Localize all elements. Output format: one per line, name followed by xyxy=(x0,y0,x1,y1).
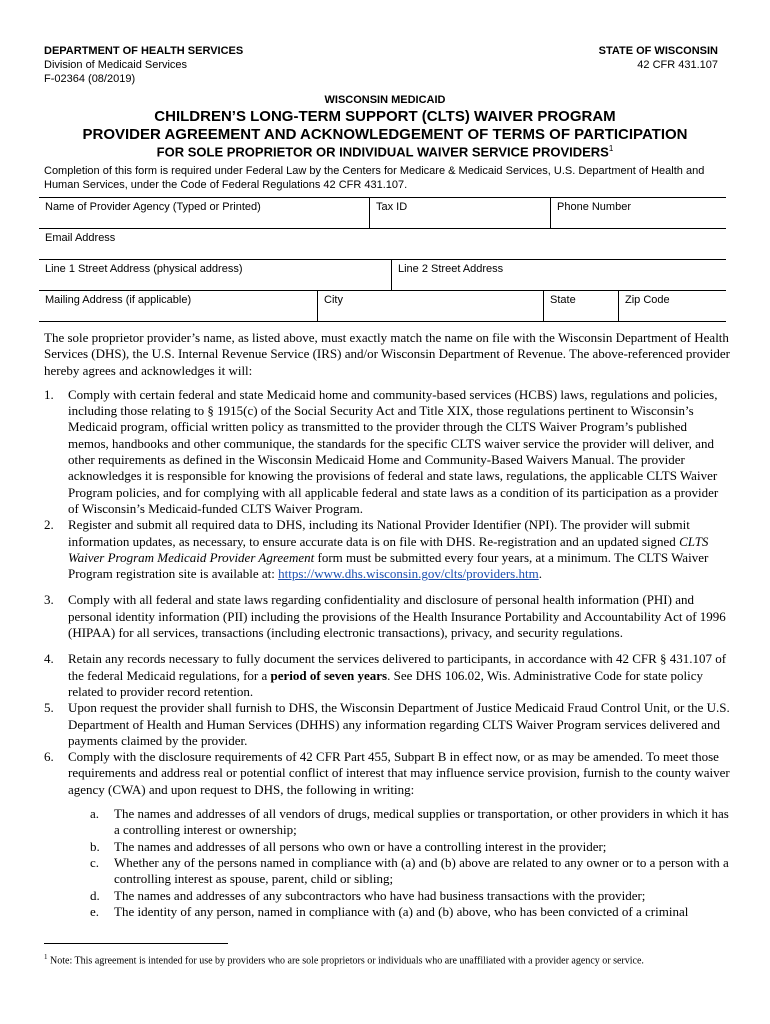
tax-id-field[interactable] xyxy=(369,198,550,228)
provider-name-field[interactable] xyxy=(39,198,369,228)
division-name: Division of Medicaid Services xyxy=(44,59,188,71)
zip-field[interactable] xyxy=(618,291,726,321)
disclosure-item xyxy=(90,888,730,904)
street1-field[interactable] xyxy=(39,260,391,290)
term-item xyxy=(44,387,730,517)
term-number: 4. xyxy=(44,651,54,667)
street2-field[interactable] xyxy=(391,260,726,290)
term-text: Upon request the provider shall furnish to DHS, the Wisconsin Department of Justice Medicaid Fraud Control Unit, or the U.S. Department of Health and Human Services (DHHS) any information regarding CLTS Waiver Program services delivered and payments claimed by the provider. xyxy=(68,700,730,748)
intro-text: Completion of this form is required under Federal Law by the Centers for Medicare & Medicaid Services, U.S. Department of Health and Human Services, under the Code of Federal Regulations 42 CFR 431.107. xyxy=(44,165,705,191)
footnote-number: 1 xyxy=(44,953,48,961)
term-number: 2. xyxy=(44,517,54,533)
term-text: Retain any records necessary to fully document the services delivered to participants, in accordance with 42 CFR § 431.107 of the federal Medicaid regulations, for a xyxy=(68,651,727,683)
retention-period: period of seven years xyxy=(270,667,388,683)
terms-list xyxy=(44,387,730,920)
agreement-body xyxy=(44,330,730,920)
footnote-text: Note: This agreement is intended for use by providers who are sole proprietors or individuals who are unaffiliated with a provider agency or service. xyxy=(47,955,644,967)
zip-label: Zip Code xyxy=(625,294,670,306)
term-item xyxy=(44,749,730,920)
disclosure-item xyxy=(90,904,730,920)
grid-row-4 xyxy=(39,291,726,321)
mailing-address-field[interactable] xyxy=(39,291,317,321)
provider-info-grid xyxy=(39,197,726,322)
disclosure-text: The names and addresses of any subcontractors who have had business transactions with the provider; xyxy=(114,887,646,903)
term-text: . xyxy=(538,566,542,582)
form-title-line2: PROVIDER AGREEMENT AND ACKNOWLEDGEMENT OF TERMS OF PARTICIPATION xyxy=(82,126,688,143)
intro-paragraph: The sole proprietor provider’s name, as listed above, must exactly match the name on file with the Wisconsin Department of Health Services (DHS), the U.S. Internal Revenue Service (IRS) and/or Wisconsin Department of Revenue. The above-referenced provider hereby agrees and acknowledges it will: xyxy=(44,330,730,378)
state-field[interactable] xyxy=(543,291,618,321)
disclosure-text: Whether any of the persons named in compliance with (a) and (b) above are related to any owner or to a person with a controlling interest as spouse, parent, child or sibling; xyxy=(114,854,729,887)
term-text: Register and submit all required data to DHS, including its National Provider Identifier (NPI). The provider will submit information updates, as necessary, to ensure accurate data is on file with DHS. Re-registration and an updated signed xyxy=(68,517,690,549)
street1-label: Line 1 Street Address (physical address) xyxy=(45,263,243,275)
state-label: State xyxy=(550,294,576,306)
agreement-form-name: CLTS Waiver Program Medicaid Provider Agreement xyxy=(68,533,709,565)
term-item xyxy=(44,700,730,749)
mailing-address-label: Mailing Address (if applicable) xyxy=(45,294,192,306)
state-name: STATE OF WISCONSIN xyxy=(598,45,718,57)
term-item xyxy=(44,517,730,582)
disclosure-item xyxy=(90,806,730,839)
email-field[interactable] xyxy=(39,229,726,259)
form-title-line3-text: FOR SOLE PROPRIETOR OR INDIVIDUAL WAIVER SERVICE PROVIDERS xyxy=(156,144,609,160)
phone-field[interactable] xyxy=(550,198,726,228)
disclosure-item xyxy=(90,855,730,888)
regulation-ref: 42 CFR 431.107 xyxy=(637,59,718,71)
department-name: DEPARTMENT OF HEALTH SERVICES xyxy=(44,45,244,57)
phone-label: Phone Number xyxy=(557,201,631,213)
header-left xyxy=(44,44,243,86)
tax-id-label: Tax ID xyxy=(376,201,408,213)
term-text: form must be submitted every four years, at a minimum. The CLTS Waiver Program registration site is available at: xyxy=(68,549,709,582)
grid-row-2 xyxy=(39,229,726,260)
form-id: F-02364 (08/2019) xyxy=(44,73,136,85)
term-text: Comply with certain federal and state Medicaid home and community-based services (HCBS) laws, regulations and policies, including those relating to § 1915(c) of the Social Security Act and Title XIX, those regulations pertinent to Wisconsin’s Medicaid program, official written policy as transmitted to the provider through the CLTS Waiver Program’s published memos, handbooks and other communique, the standards for the specific CLTS waiver service the provider will deliver, and other requirements as defined in the Wisconsin Medicaid Home and Community-Based Waivers Manual. The provider acknowledges it is responsible for knowing the provisions of federal and state laws, regulations, the applicable CLTS Waiver Program policies, and for complying with all applicable federal and state laws as a condition of its participation as a provider of Wisconsin’s Medicaid-funded CLTS Waiver Program. xyxy=(68,386,719,516)
term-text: Comply with the disclosure requirements of 42 CFR Part 455, Subpart B in effect now, or as may be amended. To meet those requirements and address real or potential conflict of interest that may influence service provision, furnish to the county waiver agency (CWA) and upon request to DHS, the following in writing: xyxy=(68,749,730,797)
city-label: City xyxy=(324,294,343,306)
footnote-divider xyxy=(44,943,228,944)
term-item xyxy=(44,651,730,700)
email-label: Email Address xyxy=(45,232,116,244)
grid-row-3 xyxy=(39,260,726,291)
disclosure-letter: e. xyxy=(90,903,100,919)
term-text: . See DHS 106.02, Wis. Administrative Code for state policy related to provider record retention. xyxy=(68,667,704,699)
grid-row-1 xyxy=(39,198,726,229)
header-right xyxy=(599,44,718,72)
disclosure-letter: c. xyxy=(90,854,100,870)
term-item xyxy=(44,592,730,641)
program-title: WISCONSIN MEDICAID xyxy=(324,94,446,106)
city-field[interactable] xyxy=(317,291,543,321)
disclosure-letter: d. xyxy=(90,887,100,903)
disclosure-text: The names and addresses of all vendors of drugs, medical supplies or transportation, or other providers in which it has a controlling interest or ownership; xyxy=(114,806,729,838)
footnote xyxy=(44,950,724,968)
term-text: Comply with all federal and state laws regarding confidentiality and disclosure of personal health information (PHI) and personal identity information (PII) including the provisions of the Health Insurance Portability and Accountability Act of 1996 (HIPAA) for all services, transactions (including electronic transactions), privacy, and security regulations. xyxy=(68,592,726,641)
disclosure-letter: b. xyxy=(90,838,100,854)
disclosure-sublist xyxy=(90,806,730,920)
disclosure-text: The identity of any person, named in compliance with (a) and (b) above, who has been convicted of a criminal xyxy=(114,903,689,919)
term-number: 5. xyxy=(44,700,54,716)
provider-name-label: Name of Provider Agency (Typed or Printed) xyxy=(45,201,261,213)
registration-link[interactable]: https://www.dhs.wisconsin.gov/clts/providers.htm xyxy=(278,566,539,582)
term-number: 1. xyxy=(44,386,54,402)
form-title-line1: CHILDREN’S LONG-TERM SUPPORT (CLTS) WAIVER PROGRAM xyxy=(154,108,616,125)
footnote-mark: 1 xyxy=(608,144,614,153)
street2-label: Line 2 Street Address xyxy=(398,263,504,275)
term-number: 6. xyxy=(44,749,54,765)
disclosure-text: The names and addresses of all persons who own or have a controlling interest in the provider; xyxy=(114,838,607,854)
term-number: 3. xyxy=(44,592,54,608)
disclosure-letter: a. xyxy=(90,806,100,822)
form-title-line3 xyxy=(0,144,770,159)
disclosure-item xyxy=(90,839,730,855)
